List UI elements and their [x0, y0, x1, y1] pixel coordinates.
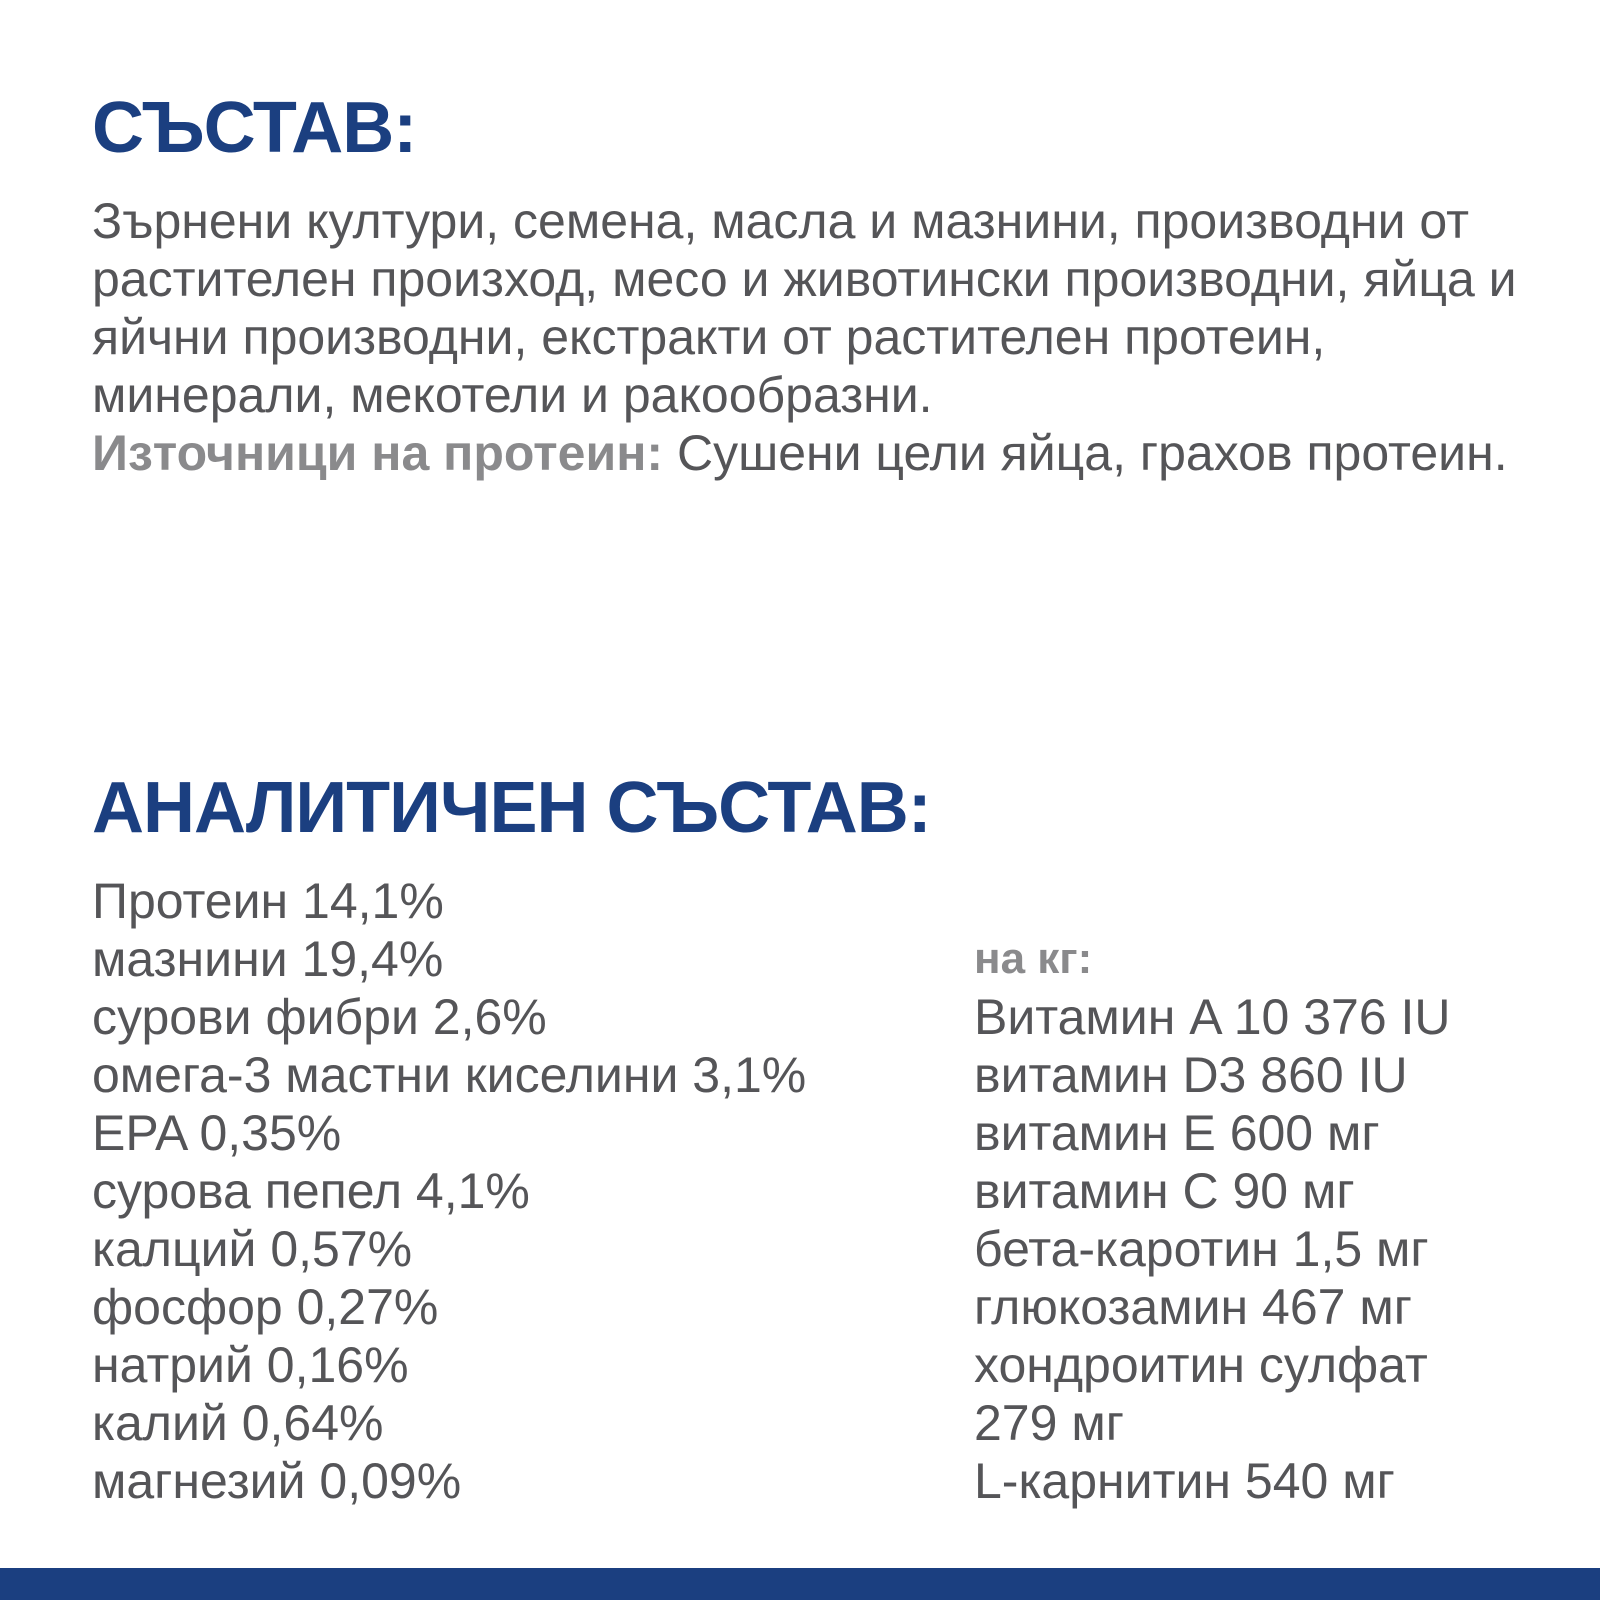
footer-bar [0, 1568, 1600, 1600]
list-item: бета-каротин 1,5 мг [974, 1221, 1429, 1277]
composition-text [92, 192, 1572, 482]
analytical-list [92, 872, 806, 1510]
per-kg-list [974, 988, 1451, 1510]
list-item: витамин C 90 мг [974, 1163, 1355, 1219]
list-item: глюкозамин 467 мг [974, 1279, 1412, 1335]
list-item: магнезий 0,09% [92, 1453, 462, 1509]
list-item: мазнини 19,4% [92, 931, 444, 987]
list-item: калций 0,57% [92, 1221, 413, 1277]
composition-heading: СЪСТАВ: [92, 88, 417, 168]
list-item: сурова пепел 4,1% [92, 1163, 530, 1219]
list-item: омега-3 мастни киселини 3,1% [92, 1047, 807, 1103]
list-item: сурови фибри 2,6% [92, 989, 547, 1045]
list-item: калий 0,64% [92, 1395, 384, 1451]
list-item: хондроитин сулфат [974, 1337, 1428, 1393]
per-kg-block [974, 930, 1451, 1510]
list-item: Протеин 14,1% [92, 873, 444, 929]
per-kg-label: на кг: [974, 934, 1093, 983]
list-item: EPA 0,35% [92, 1105, 342, 1161]
list-item: Витамин A 10 376 IU [974, 989, 1451, 1045]
list-item: витамин E 600 мг [974, 1105, 1380, 1161]
list-item: витамин D3 860 IU [974, 1047, 1408, 1103]
analytical-heading: АНАЛИТИЧЕН СЪСТАВ: [92, 768, 931, 848]
protein-sources-text: Сушени цели яйца, грахов протеин. [663, 425, 1508, 481]
composition-ingredients: Зърнени култури, семена, масла и мазнини, производни от растителен произход, месо и животински производни, яйца и яйчни производни, екстракти от растителен протеин, минерали, мекотели и ракообразни. [92, 193, 1517, 423]
list-item: натрий 0,16% [92, 1337, 409, 1393]
protein-sources-label: Източници на протеин: [92, 425, 664, 481]
list-item: L-карнитин 540 мг [974, 1453, 1395, 1509]
list-item: 279 мг [974, 1395, 1124, 1451]
list-item: фосфор 0,27% [92, 1279, 439, 1335]
